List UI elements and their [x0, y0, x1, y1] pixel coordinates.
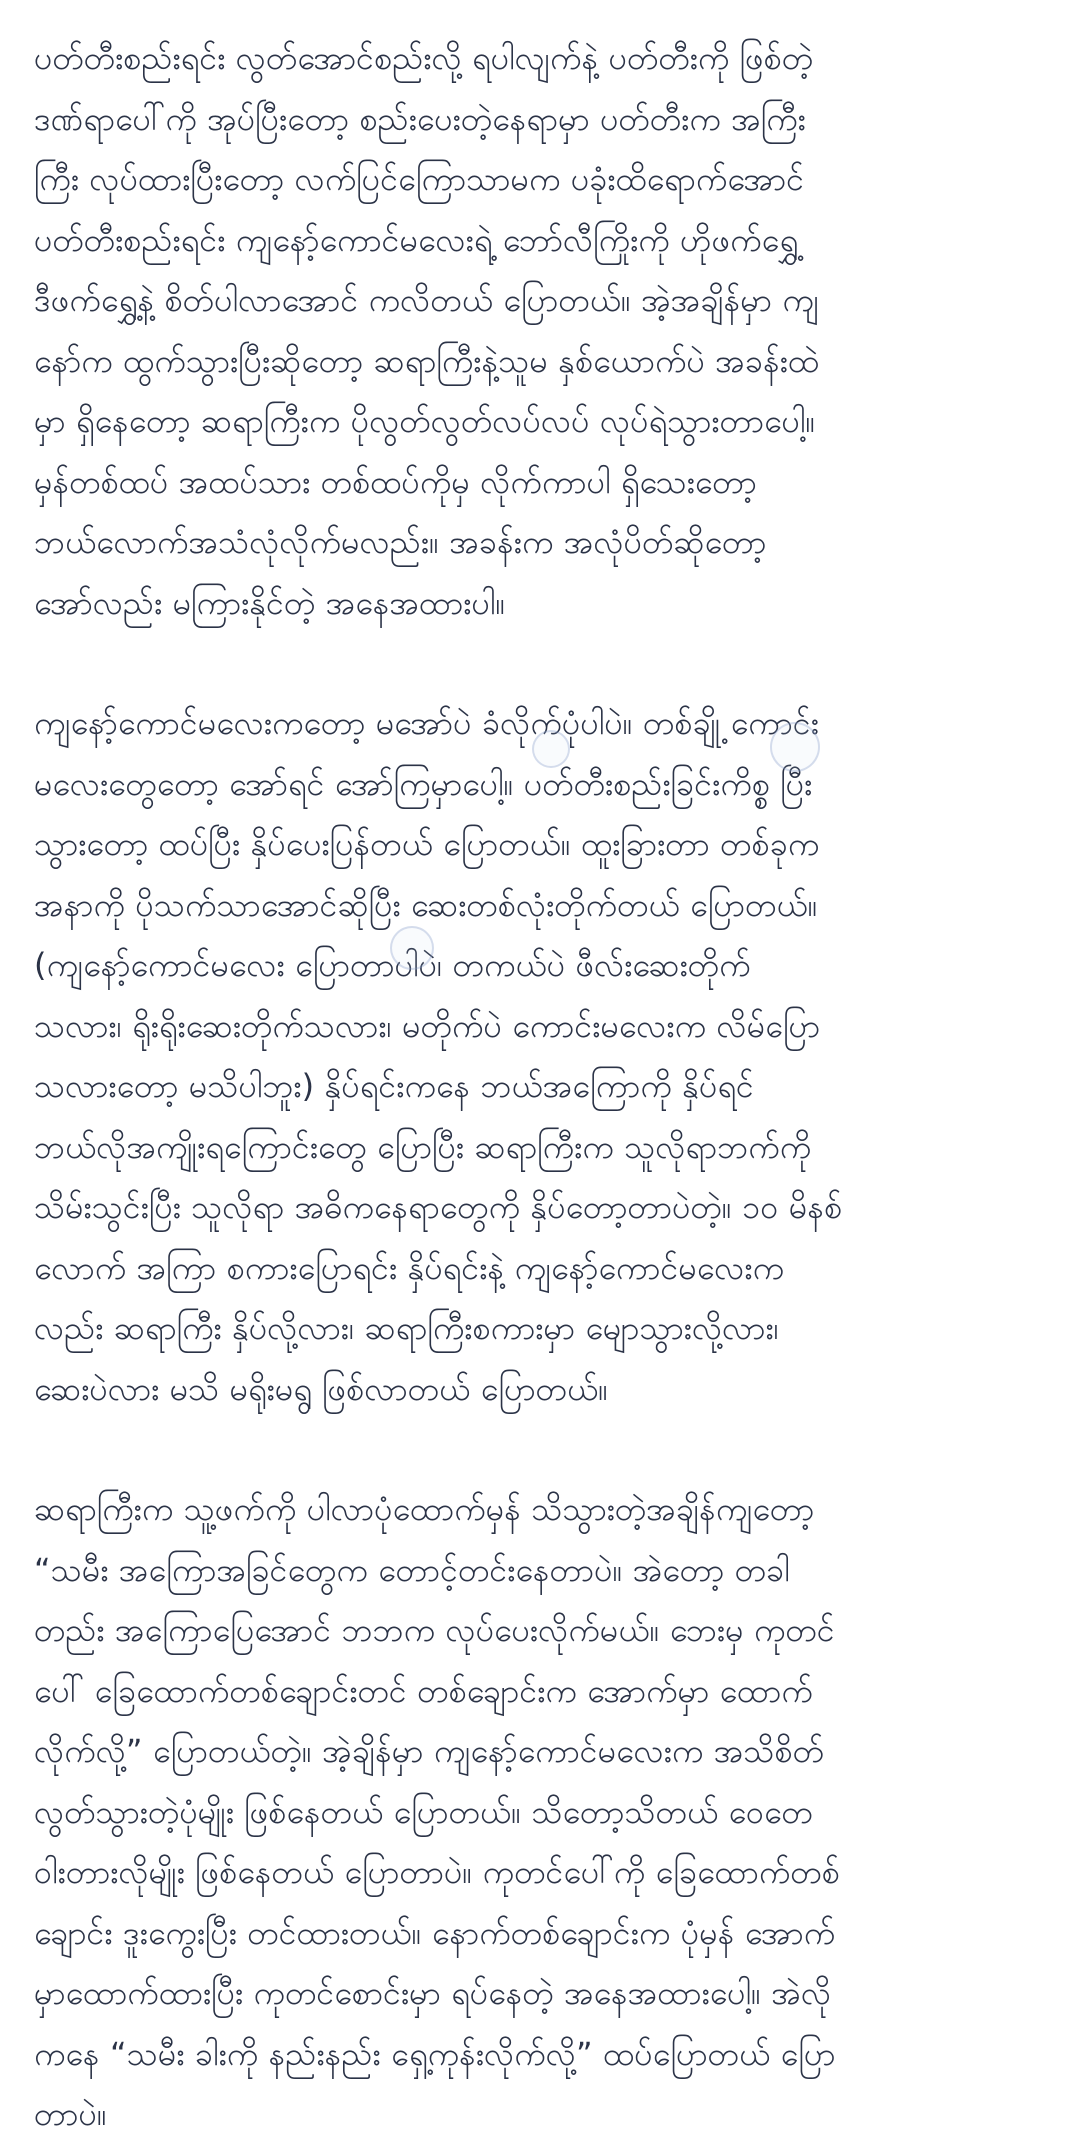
text-line: အနာကို ပိုသက်သာအောင်ဆိုပြီး ဆေးတစ်လုံးတိုက်တယ် ပြောတယ်။ — [34, 885, 818, 924]
text-line: ပေါ် ခြေထောက်တစ်ချောင်းတင် တစ်ချောင်းက အောက်မှာ ထောက် — [34, 1671, 813, 1710]
text-line: သိမ်းသွင်းပြီး သူလိုရာ အဓိကနေရာတွေကို နှိပ်တော့တာပဲတဲ့။ ၁၀ မိနစ် — [34, 1188, 843, 1226]
text-line: မှန်တစ်ထပ် အထပ်သား တစ်ထပ်ကိုမှ လိုက်ကာပါ ရှိသေးတော့ — [34, 462, 757, 501]
text-line: ချောင်း ဒူးကွေးပြီး တင်ထားတယ်။ နောက်တစ်ချောင်းက ပုံမှန် အောက် — [34, 1913, 836, 1952]
text-line: တည်း အကြောပြေအောင် ဘဘက လုပ်ပေးလိုက်မယ်။ ဘေးမှ ကုတင် — [34, 1611, 835, 1649]
text-line: နော်က ထွက်သွားပြီးဆိုတော့ ဆရာကြီးနဲ့သူမ နှစ်ယောက်ပဲ အခန်းထဲ — [34, 341, 820, 380]
article-body — [34, 28, 1048, 2145]
text-line: မလေးတွေတော့ အော်ရင် အော်ကြမှာပေါ့။ ပတ်တီးစည်းခြင်းကိစ္စ ပြီး — [34, 764, 813, 803]
text-line: ပတ်တီးစည်းရင်း လွတ်အောင်စည်းလို့ ရပါလျက်နဲ့ ပတ်တီးကို ဖြစ်တဲ့ — [34, 39, 814, 77]
text-line: “သမီး အကြောအခြင်တွေက တောင့်တင်းနေတာပဲ။ အဲတော့ တခါ — [34, 1550, 790, 1589]
text-line: ပတ်တီးစည်းရင်း ကျနော့်ကောင်မလေးရဲ့ ဘော်လီကြိုးကို ဟိုဖက်ရွှေ့ — [34, 220, 799, 259]
paragraph-1 — [34, 28, 1048, 633]
text-line: သလားတော့ မသိပါဘူး) နှိပ်ရင်းကနေ ဘယ်အကြောကို နှိပ်ရင် — [34, 1067, 755, 1105]
text-line: အော်လည်း မကြားနိုင်တဲ့ အနေအထားပါ။ — [34, 583, 506, 622]
text-line: မှာ ရှိနေတော့ ဆရာကြီးက ပိုလွတ်လွတ်လပ်လပ် လုပ်ရဲသွားတာပေါ့။ — [34, 402, 816, 440]
text-line: သွားတော့ ထပ်ပြီး နှိပ်ပေးပြန်တယ် ပြောတယ်။ ထူးခြားတာ တစ်ခုက — [34, 825, 820, 863]
text-line: ဘယ်လိုအကျိုးရကြောင်းတွေ ပြောပြီး ဆရာကြီးက သူလိုရာဘက်ကို — [34, 1127, 812, 1166]
text-line: ကြီး လုပ်ထားပြီးတော့ လက်ပြင်ကြောသာမက ပခုံးထိရောက်အောင် — [34, 160, 805, 198]
text-line: ကျနော့်ကောင်မလေးကတော့ မအော်ပဲ ခံလိုက်ပုံပါပဲ။ တစ်ချို့ ကောင်း — [34, 704, 819, 742]
text-line: လိုက်လို့” ပြောတယ်တဲ့။ အဲ့ချိန်မှာ ကျနော့်ကောင်မလေးက အသိစိတ် — [34, 1732, 825, 1770]
text-line: သလား၊ ရိုးရိုးဆေးတိုက်သလား၊ မတိုက်ပဲ ကောင်းမလေးက လိမ်ပြော — [34, 1006, 821, 1045]
text-line: မှာထောက်ထားပြီး ကုတင်စောင်းမှာ ရပ်နေတဲ့ အနေအထားပေါ့။ အဲလို — [34, 1974, 832, 2012]
text-line: ဝါးတားလိုမျိုး ဖြစ်နေတယ် ပြောတာပဲ။ ကုတင်ပေါ်ကို ခြေထောက်တစ် — [34, 1853, 840, 1891]
text-line: ဒီဖက်ရွှေ့နဲ့ စိတ်ပါလာအောင် ကလိတယ် ပြောတယ်။ အဲ့အချိန်မှာ ကျ — [34, 281, 819, 319]
text-line: ဆရာကြီးက သူ့ဖက်ကို ပါလာပုံထောက်မှန် သိသွားတဲ့အချိန်ကျတော့ — [34, 1490, 815, 1528]
text-line: ဘယ်လောက်အသံလုံလိုက်မလည်း။ အခန်းက အလုံပိတ်ဆိုတော့ — [34, 523, 767, 561]
text-line: လည်း ဆရာကြီး နှိပ်လို့လား၊ ဆရာကြီးစကားမှာ မျောသွားလို့လား၊ — [34, 1309, 779, 1347]
paragraph-2 — [34, 693, 1048, 1419]
paragraph-3 — [34, 1479, 1048, 2145]
text-line: (ကျနော့်ကောင်မလေး ပြောတာပါပဲ၊ တကယ်ပဲ ဖီလ်းဆေးတိုက် — [34, 946, 751, 984]
text-line: လောက် အကြာ စကားပြောရင်း နှိပ်ရင်းနဲ့ ကျနော့်ကောင်မလေးက — [34, 1248, 785, 1287]
text-line: ကနေ “သမီး ခါးကို နည်းနည်း ရှေ့ကုန်းလိုက်လို့” ထပ်ပြောတယ် ပြော — [34, 2034, 836, 2073]
text-line: ဆေးပဲလား မသိ မရိုးမရွ ဖြစ်လာတယ် ပြောတယ်။ — [34, 1369, 609, 1408]
text-line: လွတ်သွားတဲ့ပုံမျိုး ဖြစ်နေတယ် ပြောတယ်။ သိတော့သိတယ် ဝေတေ — [34, 1792, 813, 1831]
text-line: ဒဏ်ရာပေါ်ကို အုပ်ပြီးတော့ စည်းပေးတဲ့နေရာမှာ ပတ်တီးက အကြီး — [34, 99, 806, 138]
text-line: တာပဲ။ — [34, 2095, 107, 2133]
